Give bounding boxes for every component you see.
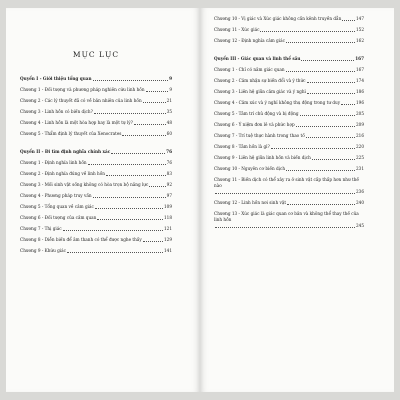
toc-entry-title: Chương 12 - Định nghĩa cảm giác bbox=[214, 38, 285, 43]
toc-entry-title: Chương 4 - Cảm xúc và ý nghĩ không thụ động trong tư duy bbox=[214, 100, 341, 105]
toc-page-number: 209 bbox=[356, 122, 364, 127]
toc-entry bbox=[20, 120, 172, 126]
dot-leader bbox=[122, 135, 165, 136]
left-page bbox=[6, 8, 200, 392]
dot-leader bbox=[342, 20, 355, 21]
toc-entry bbox=[214, 78, 364, 84]
toc-entry-title: Chương 10 - Nguyên cơ biến dịch bbox=[214, 166, 286, 171]
toc-page-number: 83 bbox=[166, 171, 172, 176]
toc-entry bbox=[214, 122, 364, 128]
dot-leader bbox=[287, 204, 355, 205]
toc-entry-title: Quyển II - Đi tìm định nghĩa chính xác bbox=[20, 149, 111, 154]
toc-entry-title: Chương 4 - Phương pháp truy vấn bbox=[20, 193, 92, 198]
toc-entry bbox=[214, 111, 364, 117]
toc-entry-title: Chương 1 - Chỉ có năm giác quan bbox=[214, 67, 285, 72]
toc-page-number: 162 bbox=[356, 38, 364, 43]
toc-entry-title: Chương 9 - Khứu giác bbox=[20, 248, 66, 253]
toc-entry-title: Chương 8 - Diễn biến để âm thanh có thể được nghe thấy bbox=[20, 237, 142, 242]
toc-entry-title: Chương 13 - Xúc giác là giác quan cơ bản và không thể thay thế của linh hồn bbox=[214, 211, 359, 222]
dot-leader bbox=[300, 115, 356, 116]
toc-page-number: 118 bbox=[164, 215, 172, 220]
dot-leader bbox=[271, 148, 355, 149]
toc-entry bbox=[20, 226, 172, 232]
dot-leader bbox=[286, 42, 355, 43]
toc-entry bbox=[20, 109, 172, 115]
toc-entry bbox=[214, 211, 364, 229]
dot-leader bbox=[143, 102, 166, 103]
toc-entry-title: Chương 1 - Định nghĩa linh hồn bbox=[20, 160, 87, 165]
toc-entry-title: Chương 11 - Xúc giác bbox=[214, 27, 260, 32]
toc-entry bbox=[214, 200, 364, 206]
toc-page-number: 167 bbox=[356, 67, 364, 72]
toc-entry bbox=[214, 100, 364, 106]
toc-page-number: 152 bbox=[356, 27, 364, 32]
toc-entry-title: Chương 5 - Tâm trí chủ động và bị động bbox=[214, 111, 299, 116]
dot-leader bbox=[143, 241, 163, 242]
toc-entry bbox=[214, 67, 364, 73]
toc-page-number: 60 bbox=[166, 131, 172, 136]
toc-entry bbox=[214, 166, 364, 172]
toc-page-number: 97 bbox=[166, 193, 172, 198]
page-title: MỤC LỤC bbox=[72, 50, 120, 59]
toc-entry bbox=[214, 177, 364, 195]
toc-entry-title: Chương 3 - Liên hệ giữa cảm giác và ý nghĩ bbox=[214, 89, 306, 94]
toc-entry bbox=[20, 131, 172, 137]
toc-entry-title: Chương 2 - Các lý thuyết đã có về bản nhiên của linh hồn bbox=[20, 98, 142, 103]
toc-page-number: 220 bbox=[356, 144, 364, 149]
toc-part-heading bbox=[20, 149, 172, 155]
toc-page-number: 76 bbox=[166, 149, 172, 154]
toc-entry bbox=[20, 204, 172, 210]
toc-entry bbox=[20, 237, 172, 243]
toc-entry bbox=[214, 133, 364, 139]
left-page-content bbox=[20, 8, 172, 259]
dot-leader bbox=[301, 60, 354, 61]
dot-leader bbox=[93, 197, 166, 198]
toc-entry-title: Chương 11 - Biến dịch có thể xảy ra ở sinh vật cấp thấp hơn như thế nào bbox=[214, 177, 359, 188]
toc-entry bbox=[20, 87, 172, 93]
toc-entry-title: Chương 2 - Định nghĩa đúng về linh hồn bbox=[20, 171, 105, 176]
dot-leader bbox=[97, 219, 163, 220]
toc-entry-title: Quyển I - Giới thiệu tổng quan bbox=[20, 76, 92, 81]
toc-page-number: 48 bbox=[166, 120, 172, 125]
toc-entry-title: Chương 7 - Thị giác bbox=[20, 226, 62, 231]
toc-entry-title: Quyển III - Giác quan và linh thể sâu bbox=[214, 56, 301, 61]
toc-entry bbox=[214, 16, 364, 22]
book-spread bbox=[6, 8, 394, 392]
toc-entry-title: Chương 4 - Linh hồn là một hòa hợp hay là một tự lý? bbox=[20, 120, 133, 125]
toc-entry-title: Chương 5 - Thẩm định lý thuyết của Xenocrates bbox=[20, 131, 122, 136]
toc-entry-title: Chương 12 - Linh hồn nơi sinh vật bbox=[214, 200, 287, 205]
toc-entry-title: Chương 10 - Vị giác và Xúc giác không cần kênh truyền dẫn bbox=[214, 16, 342, 21]
toc-entry bbox=[20, 171, 172, 177]
toc-page-number: 225 bbox=[356, 155, 364, 160]
dot-leader bbox=[307, 93, 355, 94]
toc-entry-title: Chương 8 - Tâm hồn là gì? bbox=[214, 144, 270, 149]
dot-leader bbox=[94, 113, 166, 114]
dot-leader bbox=[215, 227, 355, 228]
toc-entry-title: Chương 3 - Linh hồn có biến dịch? bbox=[20, 109, 93, 114]
toc-part-heading bbox=[214, 56, 364, 62]
toc-entry bbox=[20, 193, 172, 199]
toc-entry-title: Chương 9 - Liên hệ giữa linh hồn và biến dịch bbox=[214, 155, 311, 160]
toc-page-number: 9 bbox=[169, 76, 172, 81]
toc-page-number: 129 bbox=[164, 237, 172, 242]
toc-entry bbox=[20, 160, 172, 166]
toc-page-number: 92 bbox=[166, 182, 172, 187]
toc-page-number: 174 bbox=[356, 78, 364, 83]
toc-page-number: 245 bbox=[356, 223, 364, 228]
toc-page-number: 109 bbox=[164, 204, 172, 209]
dot-leader bbox=[260, 31, 355, 32]
toc-page-number: 121 bbox=[164, 226, 172, 231]
toc-entry bbox=[214, 89, 364, 95]
toc-entry-title: Chương 1 - Đối tượng và phương pháp nghiên cứu linh hồn bbox=[20, 87, 145, 92]
toc-entry bbox=[214, 27, 364, 33]
toc-entry-title: Chương 6 - Ý niệm đơn lẻ và phức hợp bbox=[214, 122, 295, 127]
dot-leader bbox=[307, 82, 355, 83]
toc-page-number: 21 bbox=[166, 98, 172, 103]
toc-entry-title: Chương 7 - Trí tuệ thực hành trong thao tố bbox=[214, 133, 305, 138]
toc-page-number: 9 bbox=[169, 87, 172, 92]
toc-page-number: 236 bbox=[356, 189, 364, 194]
toc-list-left bbox=[20, 76, 172, 254]
toc-entry-title: Chương 2 - Cảm nhận sự biến đổi và ý thức bbox=[214, 78, 306, 83]
toc-page-number: 141 bbox=[164, 248, 172, 253]
dot-leader bbox=[215, 193, 355, 194]
right-page-content bbox=[214, 8, 364, 234]
dot-leader bbox=[93, 80, 169, 81]
toc-page-number: 216 bbox=[356, 133, 364, 138]
dot-leader bbox=[95, 208, 163, 209]
toc-entry bbox=[20, 248, 172, 254]
toc-part-heading bbox=[20, 76, 172, 82]
toc-page-number: 205 bbox=[356, 111, 364, 116]
toc-page-number: 240 bbox=[356, 200, 364, 205]
toc-entry-title: Chương 3 - Mối sinh vật sống không có hòa trọn bộ năng lực bbox=[20, 182, 149, 187]
dot-leader bbox=[306, 137, 355, 138]
toc-page-number: 167 bbox=[355, 56, 364, 61]
toc-entry bbox=[20, 215, 172, 221]
toc-entry-title: Chương 5 - Tổng quan về cảm giác bbox=[20, 204, 94, 209]
toc-entry bbox=[214, 38, 364, 44]
toc-entry bbox=[20, 182, 172, 188]
toc-entry bbox=[214, 155, 364, 161]
toc-page-number: 196 bbox=[356, 100, 364, 105]
toc-entry-title: Chương 6 - Đối tượng của cảm quan bbox=[20, 215, 97, 220]
dot-leader bbox=[146, 91, 169, 92]
toc-page-number: 76 bbox=[166, 160, 172, 165]
dot-leader bbox=[286, 170, 355, 171]
dot-leader bbox=[63, 230, 163, 231]
dot-leader bbox=[67, 252, 163, 253]
dot-leader bbox=[106, 175, 166, 176]
right-page bbox=[200, 8, 394, 392]
toc-page-number: 231 bbox=[356, 166, 364, 171]
toc-page-number: 35 bbox=[166, 109, 172, 114]
dot-leader bbox=[312, 159, 355, 160]
toc-entry bbox=[20, 98, 172, 104]
toc-page-number: 147 bbox=[356, 16, 364, 21]
dot-leader bbox=[286, 71, 355, 72]
dot-leader bbox=[134, 124, 166, 125]
dot-leader bbox=[296, 126, 355, 127]
dot-leader bbox=[149, 186, 165, 187]
toc-list-right bbox=[214, 16, 364, 229]
dot-leader bbox=[341, 104, 355, 105]
toc-page-number: 186 bbox=[356, 89, 364, 94]
dot-leader bbox=[111, 153, 165, 154]
dot-leader bbox=[88, 164, 166, 165]
toc-entry bbox=[214, 144, 364, 150]
